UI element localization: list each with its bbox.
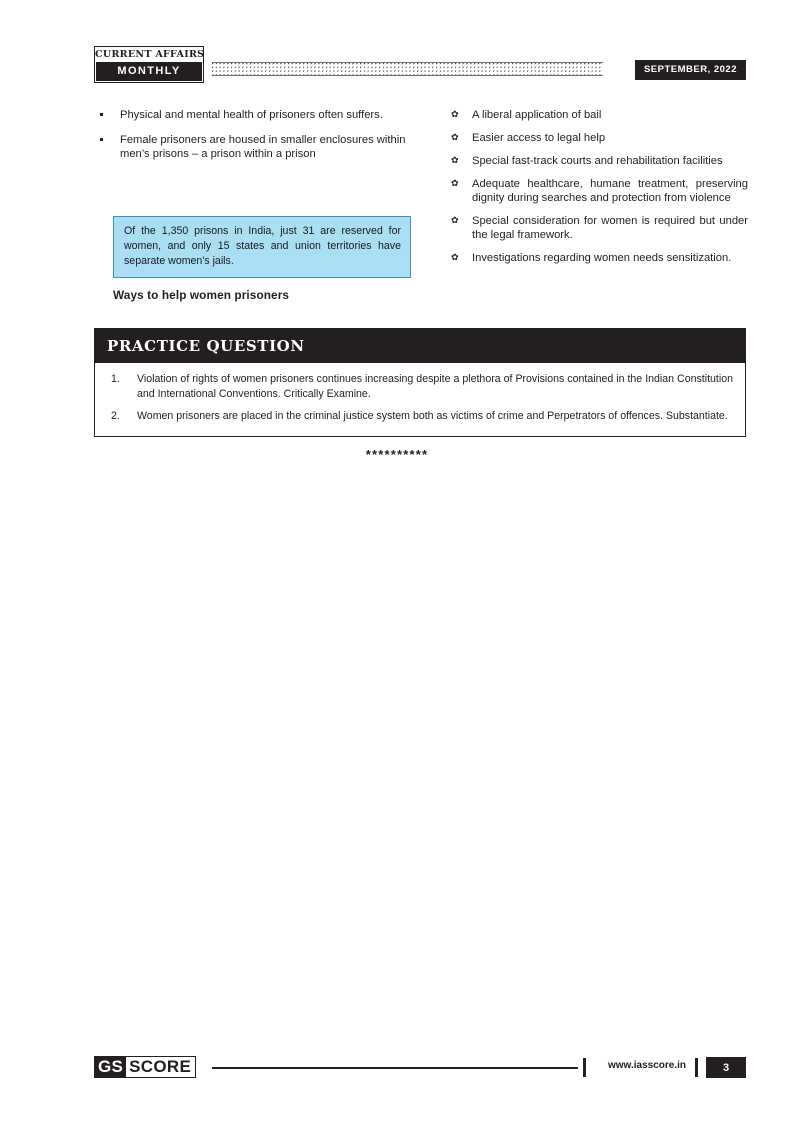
footer-tick-mark	[583, 1058, 586, 1077]
highlight-callout-box: Of the 1,350 prisons in India, just 31 are reserved for women, and only 15 states and union territories have separate women's jails.	[113, 216, 411, 278]
list-item: ✿ Special fast-track courts and rehabilitation facilities	[448, 154, 748, 168]
page-number-badge: 3	[706, 1057, 746, 1078]
hatch-pattern-bar	[212, 62, 603, 76]
list-item: ✿ Investigations regarding women needs sensitization.	[448, 251, 748, 265]
practice-question-list	[95, 363, 745, 436]
website-url[interactable]: www.iasscore.in	[608, 1060, 686, 1071]
header-rule	[212, 62, 746, 76]
practice-question-title: PRACTICE QUESTION	[95, 329, 745, 363]
brand-subtitle-monthly: MONTHLY	[96, 62, 202, 81]
page-footer	[94, 1056, 746, 1080]
left-bullet-list	[94, 108, 414, 161]
left-column	[94, 108, 414, 172]
brand-logo	[94, 46, 204, 83]
page-header	[94, 46, 746, 88]
brand-title-current-affairs: CURRENT AFFAIRS	[95, 49, 205, 60]
list-item: ✿ Adequate healthcare, humane treatment, preserving dignity during searches and protection from violence	[448, 177, 748, 205]
section-end-divider: **********	[365, 447, 429, 462]
list-item: ✿ Special consideration for women is required but under the legal framework.	[448, 214, 748, 242]
right-bullet-list	[448, 108, 748, 265]
list-item: Physical and mental health of prisoners often suffers.	[94, 108, 414, 122]
gsscore-logo	[94, 1056, 196, 1078]
logo-score-text: SCORE	[129, 1057, 192, 1076]
list-item: ✿ A liberal application of bail	[448, 108, 748, 122]
right-column	[448, 108, 748, 274]
list-item: Violation of rights of women prisoners continues increasing despite a plethora of Provisions contained in the Indian Constitution and International Conventions. Critically Examine.	[137, 373, 733, 400]
list-item: Women prisoners are placed in the criminal justice system both as victims of crime and Perpetrators of offences. Substantiate.	[137, 410, 728, 422]
section-subheading: Ways to help women prisoners	[113, 288, 290, 302]
footer-rule	[212, 1067, 578, 1069]
list-item: ✿ Easier access to legal help	[448, 131, 748, 145]
logo-gs-text: GS	[95, 1057, 126, 1077]
practice-question-box	[94, 328, 746, 437]
issue-date-badge: SEPTEMBER, 2022	[635, 60, 746, 80]
footer-separator	[695, 1058, 698, 1077]
list-item: Female prisoners are housed in smaller enclosures within men’s prisons – a prison within a prison	[94, 133, 414, 161]
